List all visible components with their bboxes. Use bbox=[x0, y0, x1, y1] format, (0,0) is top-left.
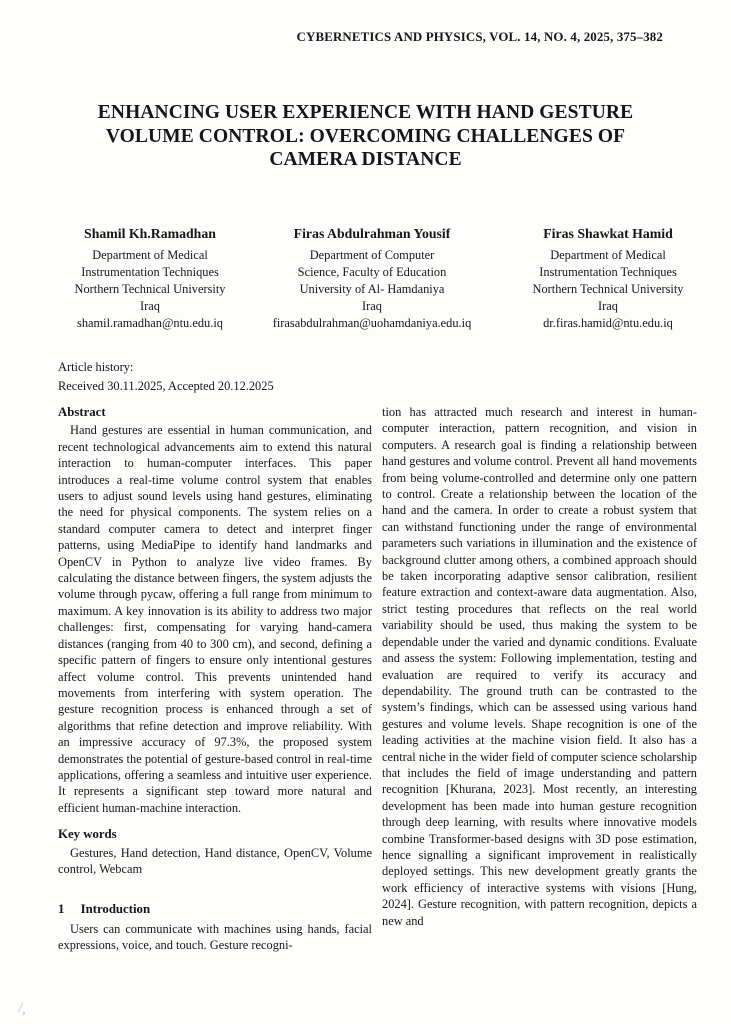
author-affiliation-line: Northern Technical University bbox=[532, 281, 684, 296]
section-title: Introduction bbox=[80, 902, 151, 917]
author-block-1 bbox=[35, 226, 265, 331]
author-affiliation-line: Northern Technical University bbox=[74, 281, 226, 296]
introduction-text: Users can communicate with machines using hands, facial expressions, voice, and touch. Gesture recogni- bbox=[58, 921, 372, 953]
article-history-label: Article history: bbox=[58, 360, 134, 374]
paper-title-line-2: VOLUME CONTROL: OVERCOMING CHALLENGES OF bbox=[105, 125, 626, 147]
author-affiliation-line: Iraq bbox=[598, 298, 618, 313]
journal-running-head: CYBERNETICS AND PHYSICS, VOL. 14, NO. 4, 2025, 375–382 bbox=[296, 30, 663, 44]
author-affiliation-line: Science, Faculty of Education bbox=[297, 264, 447, 279]
left-column bbox=[58, 404, 372, 954]
author-affiliation-line: Department of Computer bbox=[309, 247, 435, 262]
author-affiliation-line: Department of Medical bbox=[550, 247, 666, 262]
author-email: dr.firas.hamid@ntu.edu.iq bbox=[543, 315, 673, 330]
author-block-2 bbox=[247, 226, 497, 331]
keywords-heading: Key words bbox=[58, 827, 117, 842]
section-number: 1 bbox=[58, 902, 65, 917]
paper-title-line-3: CAMERA DISTANCE bbox=[269, 149, 462, 170]
author-affiliation-line: University of Al- Hamdaniya bbox=[299, 281, 445, 296]
author-affiliation-line: Department of Medical bbox=[92, 247, 208, 262]
article-history-dates: Received 30.11.2025, Accepted 20.12.2025 bbox=[58, 378, 274, 393]
author-email: firasabdulrahman@uohamdaniya.edu.iq bbox=[272, 315, 472, 330]
author-affiliation-line: Instrumentation Techniques bbox=[539, 264, 677, 279]
introduction-heading bbox=[58, 901, 372, 917]
author-name: Shamil Kh.Ramadhan bbox=[84, 226, 216, 241]
author-name: Firas Shawkat Hamid bbox=[543, 226, 673, 241]
abstract-text: Hand gestures are essential in human communication, and recent technological advancements aim to extend this natural interaction to human-computer interfaces. This paper introduces a real-time volume control system that enables users to adjust sound levels using hand gestures, eliminating the need for physical components. The system relies on a standard computer camera to detect and interpret finger patterns, using MediaPipe to identify hand landmarks and OpenCV in Python to analyze live video frames. By calculating the distance between fingers, the system adjusts the volume through pycaw, offering a full range from minimum to maximum. A key innovation is its ability to address two major challenges: first, compensating for varying hand-camera distances (ranging from 40 to 300 cm), and second, defining a specific pattern of fingers to ensure only intentional gestures affect volume control. This prevents unintended hand movements from interfering with system operation. The gesture recognition process is enhanced through a set of algorithms that refine detection and improve reliability. With an impressive accuracy of 97.3%, the proposed system demonstrates the potential of gesture-based control in real-time applications, offering a seamless and intuitive user experience. It represents a significant step toward more natural and efficient human-machine interaction. bbox=[58, 423, 372, 815]
author-email: shamil.ramadhan@ntu.edu.iq bbox=[77, 315, 223, 330]
paper-title bbox=[55, 101, 676, 172]
keywords-section bbox=[58, 826, 372, 877]
author-affiliation-line: Instrumentation Techniques bbox=[81, 264, 219, 279]
abstract-heading: Abstract bbox=[58, 405, 106, 419]
right-column bbox=[382, 404, 697, 929]
author-block-3 bbox=[493, 226, 723, 331]
author-affiliation-line: Iraq bbox=[362, 298, 382, 313]
author-name: Firas Abdulrahman Yousif bbox=[293, 226, 451, 241]
right-column-text: tion has attracted much research and interest in human-computer interaction, pattern recognition, and vision in computers. A research goal is finding a relationship between hand gestures and volume control. Prevent all hand movements from being volume-controlled and determine only one pattern to control. Create a relationship between the location of the hand and the camera. In order to create a robust system that can withstand functioning under the range of environmental parameters such variations in illumination and the existence of background clutter among others, a combined approach should be taken incorporating adaptive sensor calibration, resilient feature extraction and context-aware data augmentation. Also, strict testing procedures that reflects on the real world variability should be used, thus making the system to be dependable under the varied and dynamic conditions. Evaluate and assess the system: Following implementation, testing and evaluation are required to verify its accuracy and dependability. The ground truth can be contrasted to the system’s findings, which can be assessed using various hand gestures and volume levels. Shape recognition is one of the leading activities at the machine vision field. It also has a central niche in the wider field of computer science scholarship that includes the field of image understanding and pattern recognition [Khurana, 2023]. Most recently, an interesting development has been made into human gesture recognition through deep learning, with results where innovative models combine Transformer-based designs with 3D pose estimation, hence signalling a significant improvement in realistically deployed settings. This new development greatly grants the work efficiency of interactive systems with visions [Hung, 2024]. Gesture recognition, with pattern recognition, depicts a new and bbox=[382, 405, 697, 928]
author-affiliation-line: Iraq bbox=[140, 298, 160, 313]
paper-title-line-1: ENHANCING USER EXPERIENCE WITH HAND GESTURE bbox=[97, 102, 634, 123]
article-history bbox=[58, 358, 274, 395]
keywords-text: Gestures, Hand detection, Hand distance, OpenCV, Volume control, Webcam bbox=[58, 845, 372, 876]
scan-artifact-mark: /, bbox=[16, 999, 28, 1018]
